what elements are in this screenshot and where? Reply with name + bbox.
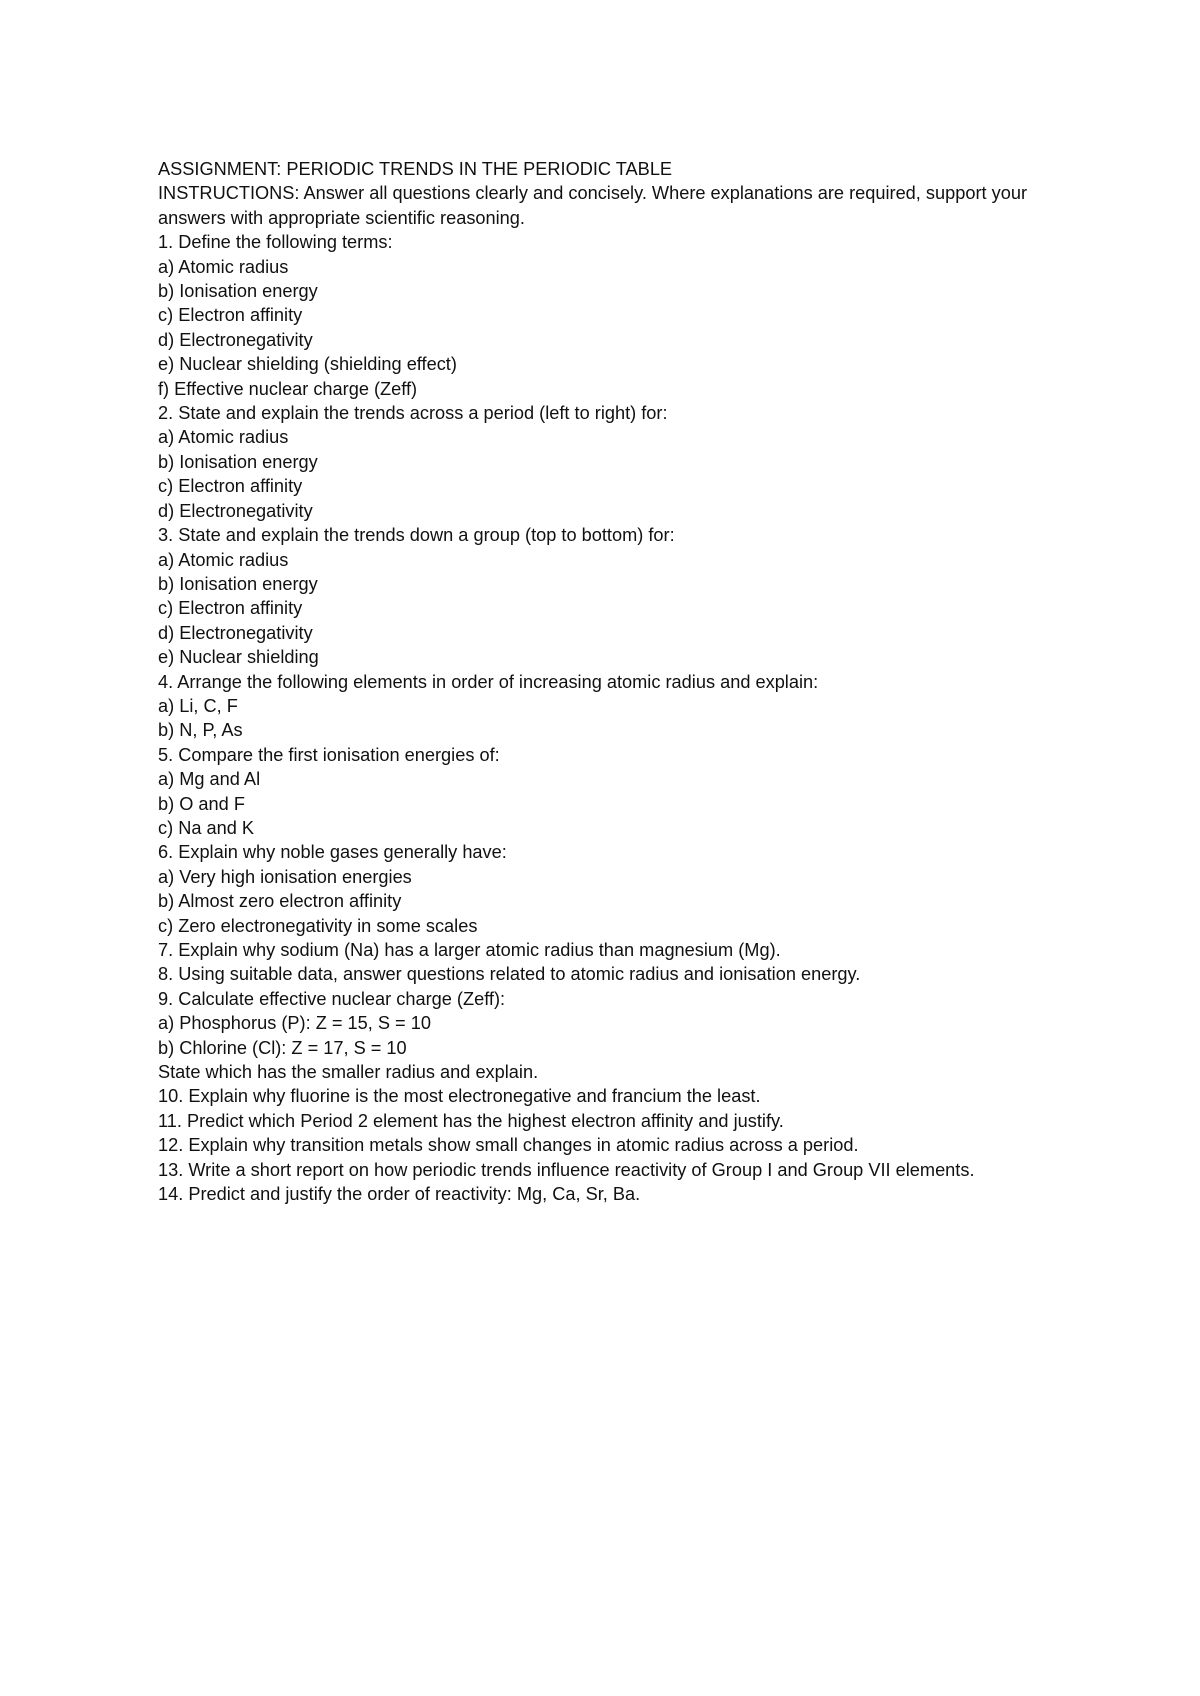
q2-item-d: d) Electronegativity (158, 500, 313, 521)
q1-item-c: c) Electron affinity (158, 305, 303, 326)
q5-item-c: c) Na and K (158, 817, 255, 838)
question-6: 6. Explain why noble gases generally have: (158, 842, 507, 863)
q5-item-b: b) O and F (158, 793, 245, 814)
q9-item-a: a) Phosphorus (P): Z = 15, S = 10 (158, 1013, 431, 1034)
q2-item-b: b) Ionisation energy (158, 451, 318, 472)
q3-item-b: b) Ionisation energy (158, 573, 318, 594)
instructions-text: INSTRUCTIONS: Answer all questions clearly and concisely. Where explanations are required, support your answers with appropriate scientific reasoning. (158, 183, 1028, 228)
question-2: 2. State and explain the trends across a period (left to right) for: (158, 403, 668, 424)
q6-item-a: a) Very high ionisation energies (158, 866, 412, 887)
q6-item-b: b) Almost zero electron affinity (158, 891, 402, 912)
question-8: 8. Using suitable data, answer questions related to atomic radius and ionisation energy. (158, 964, 861, 985)
q2-item-c: c) Electron affinity (158, 476, 303, 497)
q1-item-a: a) Atomic radius (158, 256, 289, 277)
q4-item-a: a) Li, C, F (158, 695, 238, 716)
question-10: 10. Explain why fluorine is the most electronegative and francium the least. (158, 1086, 761, 1107)
q3-item-d: d) Electronegativity (158, 622, 313, 643)
q3-item-c: c) Electron affinity (158, 598, 303, 619)
assignment-title: ASSIGNMENT: PERIODIC TRENDS IN THE PERIODIC TABLE (158, 159, 673, 179)
question-4: 4. Arrange the following elements in order of increasing atomic radius and explain: (158, 671, 819, 692)
q9-item-b: b) Chlorine (Cl): Z = 17, S = 10 (158, 1037, 407, 1058)
question-5: 5. Compare the first ionisation energies of: (158, 744, 500, 765)
q2-item-a: a) Atomic radius (158, 427, 289, 448)
q1-item-e: e) Nuclear shielding (shielding effect) (158, 354, 457, 375)
q6-item-c: c) Zero electronegativity in some scales (158, 915, 478, 936)
question-13: 13. Write a short report on how periodic trends influence reactivity of Group I and Group VII elements. (158, 1159, 975, 1180)
question-3: 3. State and explain the trends down a group (top to bottom) for: (158, 525, 675, 546)
q3-item-a: a) Atomic radius (158, 549, 289, 570)
question-14: 14. Predict and justify the order of reactivity: Mg, Ca, Sr, Ba. (158, 1184, 641, 1205)
question-12: 12. Explain why transition metals show small changes in atomic radius across a period. (158, 1135, 859, 1156)
q9-follow-up: State which has the smaller radius and explain. (158, 1062, 539, 1083)
question-9: 9. Calculate effective nuclear charge (Zeff): (158, 988, 506, 1009)
q3-item-e: e) Nuclear shielding (158, 647, 319, 668)
q1-item-b: b) Ionisation energy (158, 281, 318, 302)
q1-item-d: d) Electronegativity (158, 329, 313, 350)
question-11: 11. Predict which Period 2 element has the highest electron affinity and justify. (158, 1110, 784, 1131)
q4-item-b: b) N, P, As (158, 720, 243, 741)
assignment-body (158, 157, 1058, 1206)
q5-item-a: a) Mg and Al (158, 769, 261, 790)
question-1: 1. Define the following terms: (158, 232, 393, 253)
question-7: 7. Explain why sodium (Na) has a larger atomic radius than magnesium (Mg). (158, 940, 781, 960)
q1-item-f: f) Effective nuclear charge (Zeff) (158, 378, 418, 399)
